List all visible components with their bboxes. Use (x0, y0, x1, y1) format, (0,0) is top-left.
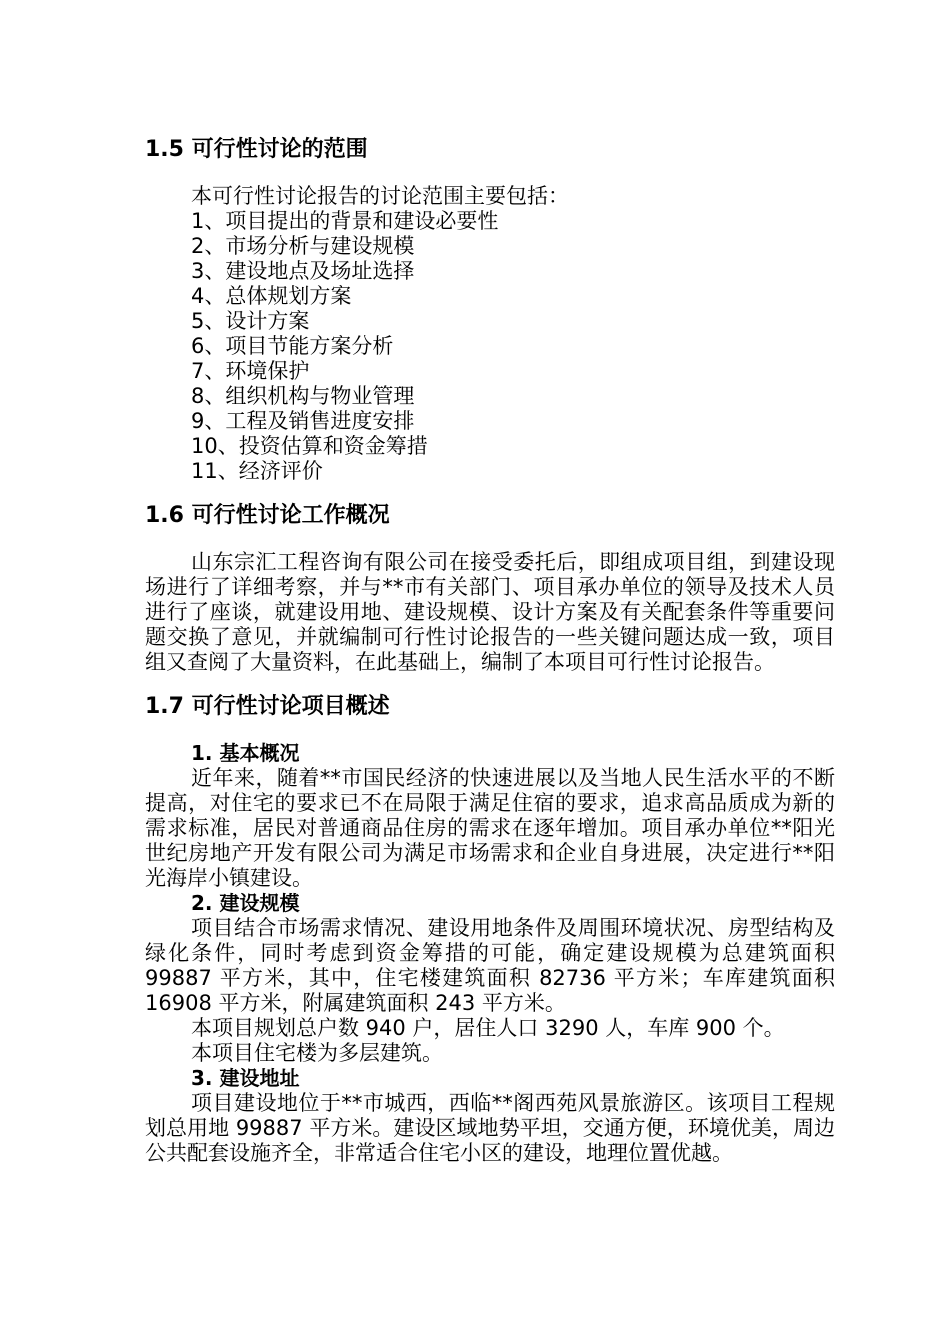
construction-site-subheading: 3. 建设地址 (191, 1066, 300, 1090)
section-1-6-heading: 1.6 可行性讨论工作概况 (145, 503, 390, 528)
section-1-5-heading: 1.5 可行性讨论的范围 (145, 137, 368, 162)
scope-list (145, 209, 835, 484)
scope-item: 3、建设地点及场址选择 (191, 259, 415, 283)
scope-item: 1、项目提出的背景和建设必要性 (191, 209, 499, 233)
scope-intro: 本可行性讨论报告的讨论范围主要包括： (191, 184, 569, 208)
section-1-7-heading: 1.7 可行性讨论项目概述 (145, 694, 390, 719)
construction-site-paragraph: 项目建设地位于**市城西，西临**阁西苑风景旅游区。该项目工程规划总用地 99887 平方米。建设区域地势平坦，交通方便，环境优美，周边公共配套设施齐全，非常适合住宅小区的建设，地理位置优越。 (145, 1091, 835, 1165)
scope-item: 10、投资估算和资金筹措 (191, 434, 428, 458)
scope-item: 5、设计方案 (191, 309, 310, 333)
scope-item: 11、经济评价 (191, 459, 323, 483)
basic-overview-paragraph: 近年来，随着**市国民经济的快速进展以及当地人民生活水平的不断提高，对住宅的要求已不在局限于满足住宿的要求，追求高品质成为新的需求标准，居民对普通商品住房的需求在逐年增加。项目承办单位**阳光世纪房地产开发有限公司为满足市场需求和企业自身进展，决定进行**阳光海岸小镇建设。 (145, 766, 835, 890)
building-type-paragraph: 本项目住宅楼为多层建筑。 (191, 1041, 443, 1065)
document-body (145, 134, 835, 1166)
scope-item: 2、市场分析与建设规模 (191, 234, 415, 258)
construction-scale-subheading: 2. 建设规模 (191, 891, 300, 915)
work-overview-paragraph: 山东宗汇工程咨询有限公司在接受委托后，即组成项目组，到建设现场进行了详细考察，并与**市有关部门、项目承办单位的领导及技术人员进行了座谈，就建设用地、建设规模、设计方案及有关配套条件等重要问题交换了意见，并就编制可行性讨论报告的一些关键问题达成一致，项目组又查阅了大量资料，在此基础上，编制了本项目可行性讨论报告。 (145, 550, 835, 674)
scope-item: 7、环境保护 (191, 359, 310, 383)
scope-item: 4、总体规划方案 (191, 284, 352, 308)
basic-overview-subheading: 1. 基本概况 (191, 741, 300, 765)
scope-item: 8、组织机构与物业管理 (191, 384, 415, 408)
scope-item: 6、项目节能方案分析 (191, 334, 394, 358)
construction-scale-paragraph: 项目结合市场需求情况、建设用地条件及周围环境状况、房型结构及绿化条件，同时考虑到资金筹措的可能，确定建设规模为总建筑面积 99887 平方米，其中，住宅楼建筑面积 82736 平方米；车库建筑面积 16908 平方米，附属建筑面积 243 平方米。 (145, 916, 835, 1015)
scope-item: 9、工程及销售进度安排 (191, 409, 415, 433)
households-paragraph: 本项目规划总户数 940 户，居住人口 3290 人，车库 900 个。 (191, 1016, 785, 1040)
